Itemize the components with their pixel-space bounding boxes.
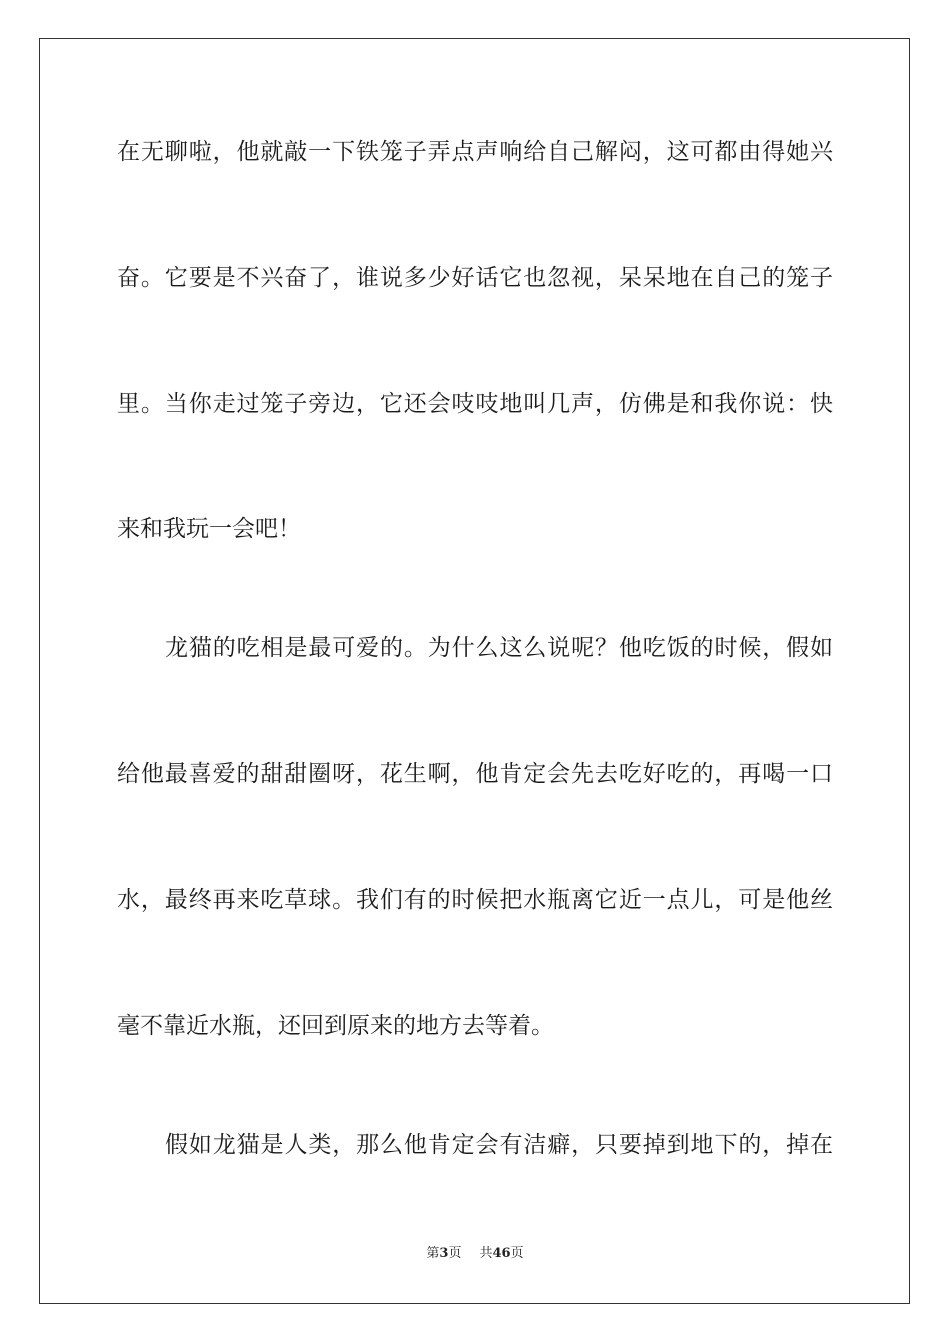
- text-line-5: 龙猫的吃相是最可爱的。为什么这么说呢？他吃饭的时候，假如: [165, 635, 833, 661]
- page-prefix: 第: [426, 1246, 440, 1261]
- total-suffix: 页: [510, 1246, 524, 1261]
- total-prefix: 共: [479, 1246, 493, 1261]
- text-line-1: 在无聊啦，他就敲一下铁笼子弄点声响给自己解闷，这可都由得她兴: [117, 139, 833, 165]
- page-number: 3: [439, 1246, 449, 1261]
- text-line-7: 水，最终再来吃草球。我们有的时候把水瓶离它近一点儿，可是他丝: [117, 887, 833, 913]
- total-pages: 46: [492, 1246, 511, 1261]
- text-line-8: 毫不靠近水瓶，还回到原来的地方去等着。: [117, 1013, 554, 1039]
- text-line-2: 奋。它要是不兴奋了，谁说多少好话它也忽视，呆呆地在自己的笼子: [117, 265, 833, 291]
- page-border: [39, 38, 910, 1304]
- text-line-3: 里。当你走过笼子旁边，它还会吱吱地叫几声，仿佛是和我你说：快: [117, 391, 833, 417]
- text-line-9: 假如龙猫是人类，那么他肯定会有洁癖，只要掉到地下的，掉在: [165, 1132, 833, 1158]
- page-suffix: 页: [448, 1246, 462, 1261]
- page-footer: [0, 1245, 950, 1263]
- text-line-4: 来和我玩一会吧！: [117, 516, 301, 542]
- text-line-6: 给他最喜爱的甜甜圈呀，花生啊，他肯定会先去吃好吃的，再喝一口: [117, 761, 833, 787]
